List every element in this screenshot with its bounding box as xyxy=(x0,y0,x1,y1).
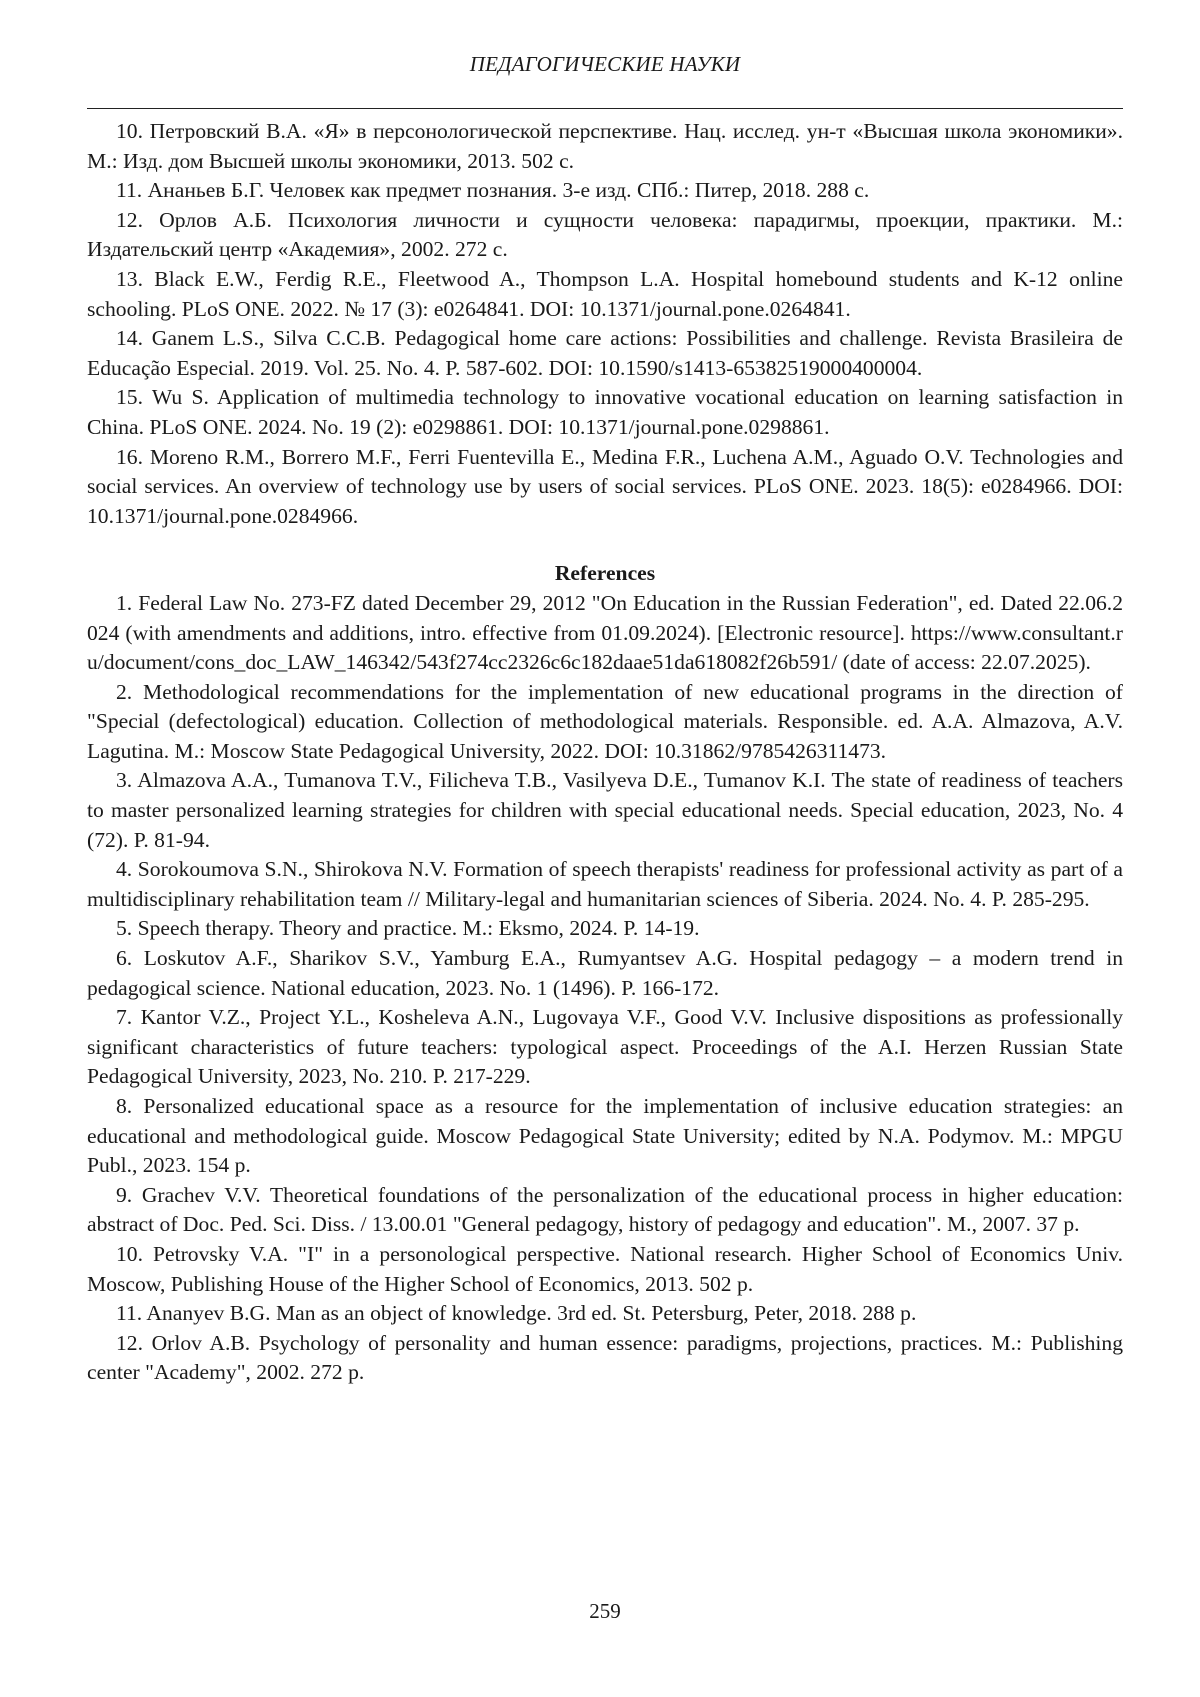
journal-page xyxy=(87,0,1123,1697)
ru-reference-15: 15. Wu S. Application of multimedia technology to innovative vocational education on learning satisfaction in China. PLoS ONE. 2024. No. 19 (2): e0298861. DOI: 10.1371/journal.pone.0298861. xyxy=(87,385,1123,439)
page-number: 259 xyxy=(589,1599,621,1623)
references-heading: References xyxy=(554,561,656,586)
ru-reference-13: 13. Black E.W., Ferdig R.E., Fleetwood A., Thompson L.A. Hospital homebound students and K-12 online schooling. PLoS ONE. 2022. № 17 (3): e0264841. DOI: 10.1371/journal.pone.0264841. xyxy=(87,266,1123,321)
en-reference-11: 11. Ananyev B.G. Man as an object of knowledge. 3rd ed. St. Petersburg, Peter, 2018. 288 p. xyxy=(116,1301,917,1326)
ru-reference-16: 16. Moreno R.M., Borrero M.F., Ferri Fuentevilla E., Medina F.R., Luchena A.M., Aguado O.V. Technologies and social services. An overview of technology use by users of social services. PLoS ONE. 2023. 18(5): e0284966. DOI: 10.1371/journal.pone.0284966. xyxy=(87,444,1123,528)
en-reference-4: 4. Sorokoumova S.N., Shirokova N.V. Formation of speech therapists' readiness for professional activity as part of a multidisciplinary rehabilitation team // Military-legal and humanitarian sciences of Siberia. 2024. No. 4. P. 285-295. xyxy=(87,857,1123,911)
en-reference-8: 8. Personalized educational space as a resource for the implementation of inclusive education strategies: an educational and methodological guide. Moscow Pedagogical State University; edited by N.A. Podymov. M.: MPGU Publ., 2023. 154 p. xyxy=(87,1094,1123,1178)
en-reference-9: 9. Grachev V.V. Theoretical foundations of the personalization of the educational process in higher education: abstract of Doc. Ped. Sci. Diss. / 13.00.01 "General pedagogy, history of pedagogy and education". M., 2007. 37 p. xyxy=(87,1182,1123,1237)
en-reference-6: 6. Loskutov A.F., Sharikov S.V., Yamburg E.A., Rumyantsev A.G. Hospital pedagogy – a modern trend in pedagogical science. National education, 2023. No. 1 (1496). P. 166-172. xyxy=(87,946,1123,1000)
ru-reference-14: 14. Ganem L.S., Silva C.C.B. Pedagogical home care actions: Possibilities and challenge. Revista Brasileira de Educação Especial. 2019. Vol. 25. No. 4. P. 587-602. DOI: 10.1590/s1413-65382519000400004. xyxy=(87,326,1123,380)
en-reference-2: 2. Methodological recommendations for the implementation of new educational programs in the direction of "Special (defectological) education. Collection of methodological materials. Responsible. ed. A.A. Almazova, A.V. Lagutina. M.: Moscow State Pedagogical University, 2022. DOI: 10.31862/9785426311473. xyxy=(87,679,1123,763)
en-reference-7: 7. Kantor V.Z., Project Y.L., Kosheleva A.N., Lugovaya V.F., Good V.V. Inclusive dispositions as professionally significant characteristics of future teachers: typological aspect. Proceedings of the A.I. Herzen Russian State Pedagogical University, 2023, No. 210. P. 217-229. xyxy=(87,1005,1123,1089)
ru-reference-10: 10. Петровский В.А. «Я» в персонологической перспективе. Нац. исслед. ун-т «Высшая школа экономики». М.: Изд. дом Высшей школы экономики, 2013. 502 с. xyxy=(87,119,1123,173)
ru-reference-12: 12. Орлов А.Б. Психология личности и сущности человека: парадигмы, проекции, практики. М.: Издательский центр «Академия», 2002. 272 с. xyxy=(87,207,1123,262)
running-header-title: ПЕДАГОГИЧЕСКИЕ НАУКИ xyxy=(469,52,741,76)
en-reference-1: 1. Federal Law No. 273-FZ dated December 29, 2012 "On Education in the Russian Federation", ed. Dated 22.06.2024 (with amendments and additions, intro. effective from 01.09.2024). [Electronic resource]. https://www.consultant.ru/document/cons_doc_LAW_146342/543f274cc2326c6c182daae51da618082f26b591/ (date of access: 22.07.2025). xyxy=(87,590,1123,675)
header-divider xyxy=(87,108,1123,109)
page-body xyxy=(87,117,1123,1388)
en-reference-10: 10. Petrovsky V.A. "I" in a personological perspective. National research. Higher School of Economics Univ. Moscow, Publishing House of the Higher School of Economics, 2013. 502 p. xyxy=(87,1241,1123,1296)
en-reference-5: 5. Speech therapy. Theory and practice. M.: Eksmo, 2024. P. 14-19. xyxy=(116,916,700,941)
en-reference-3: 3. Almazova A.A., Tumanova T.V., Filicheva T.B., Vasilyeva D.E., Tumanov K.I. The state of readiness of teachers to master personalized learning strategies for children with special educational needs. Special education, 2023, No. 4 (72). P. 81-94. xyxy=(87,768,1123,852)
ru-reference-11: 11. Ананьев Б.Г. Человек как предмет познания. 3-е изд. СПб.: Питер, 2018. 288 с. xyxy=(116,178,870,203)
en-reference-12: 12. Orlov A.B. Psychology of personality and human essence: paradigms, projections, practices. M.: Publishing center "Academy", 2002. 272 p. xyxy=(87,1330,1123,1385)
